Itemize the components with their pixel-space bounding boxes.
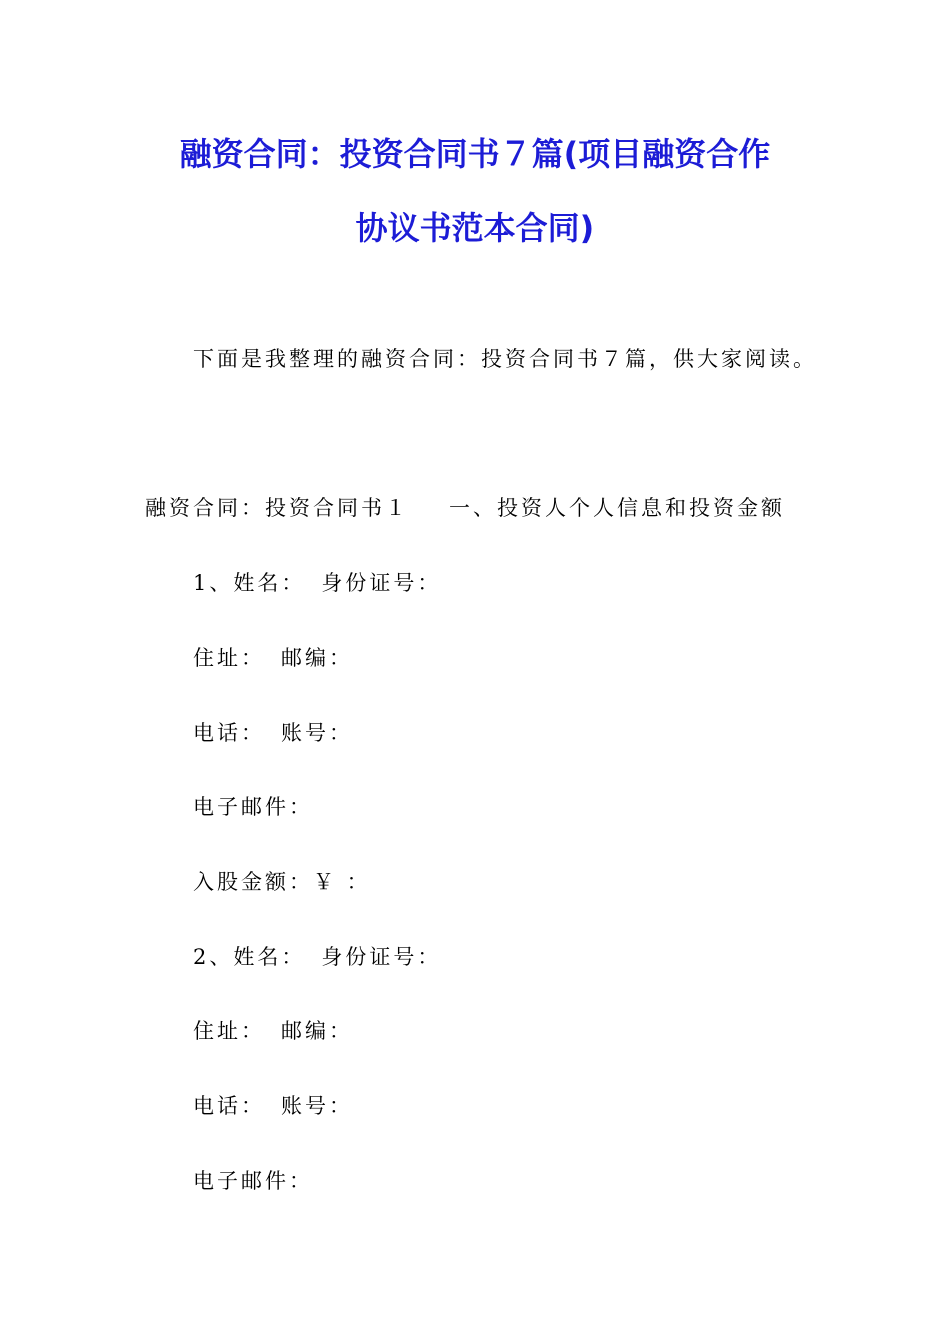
email-label: 电子邮件： [193,1169,313,1193]
investor-1-name-row [193,569,441,597]
section-heading: 融资合同：投资合同书１ [145,496,409,520]
investor-1-amount-row [193,868,371,896]
investor-1-phone-row [193,719,353,747]
investor-2-name-row [193,943,441,971]
investor-1-email-row [193,793,313,821]
section-heading-row [145,494,785,522]
account-label: 账号： [281,721,353,745]
address-label: 住址： [193,646,265,670]
section-subheading: 一、投资人个人信息和投资金额 [449,496,785,520]
investor-2-email-row [193,1167,313,1195]
account-label: 账号： [281,1094,353,1118]
id-number-label: 身份证号： [321,571,442,595]
postcode-label: 邮编： [281,646,353,670]
document-title-line-1: 融资合同：投资合同书７篇(项目融资合作 [179,135,771,173]
name-label: 1、姓名： [193,571,306,595]
amount-label: 入股金额：￥ ： [193,870,371,894]
phone-label: 电话： [193,721,265,745]
phone-label: 电话： [193,1094,265,1118]
investor-1-address-row [193,644,353,672]
id-number-label: 身份证号： [321,945,442,969]
email-label: 电子邮件： [193,795,313,819]
intro-paragraph: 下面是我整理的融资合同：投资合同书７篇，供大家阅读。 [193,347,817,371]
name-label: 2、姓名： [193,945,306,969]
investor-2-address-row [193,1017,353,1045]
address-label: 住址： [193,1019,265,1043]
document-title-line-2: 协议书范本合同) [355,209,595,247]
postcode-label: 邮编： [281,1019,353,1043]
investor-2-phone-row [193,1092,353,1120]
